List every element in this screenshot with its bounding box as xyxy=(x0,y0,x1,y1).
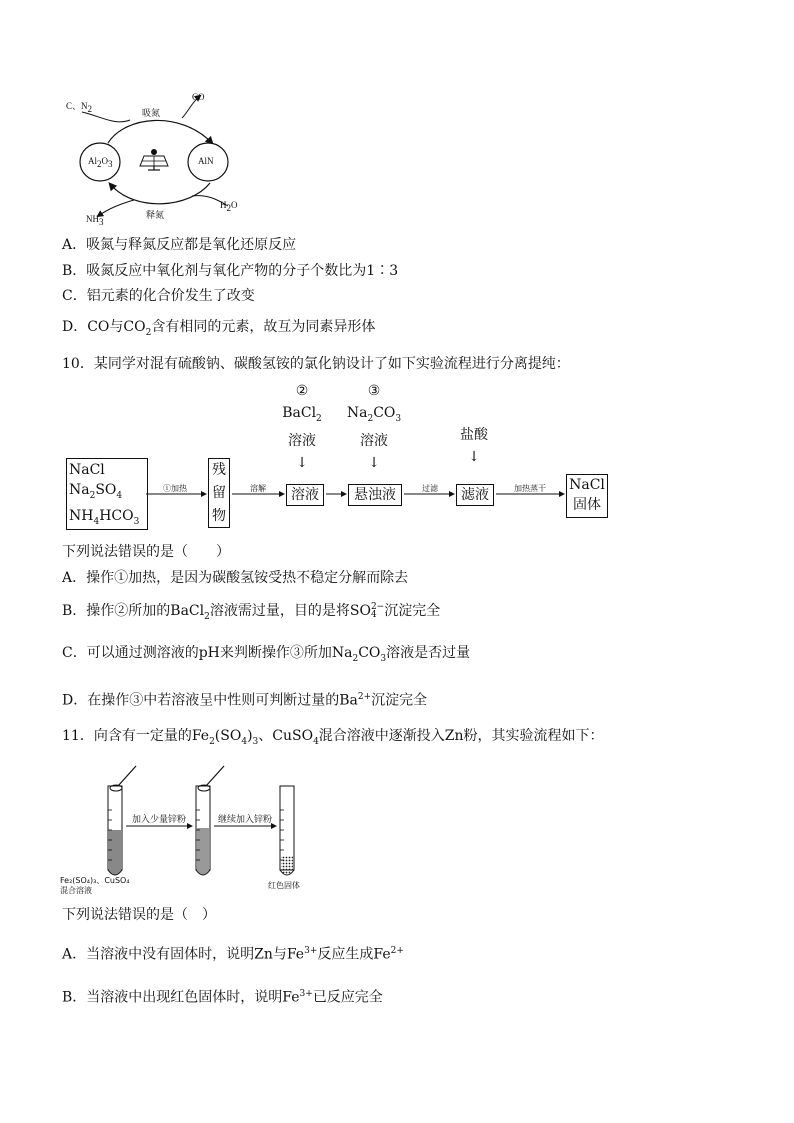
dropper-icon xyxy=(198,766,224,791)
q9-option-a: A．吸氮与释氮反应都是氧化还原反应 xyxy=(62,237,297,253)
q9-option-b: B．吸氮反应中氧化剂与氧化产物的分子个数比为1∶3 xyxy=(62,263,399,279)
input-c-n2: C、$N_2$ xyxy=(66,101,93,114)
q11-test-tube-diagram xyxy=(60,760,320,900)
q10-flowchart xyxy=(60,380,620,530)
input-h2o: $H_2O$ xyxy=(220,200,238,213)
add-zinc-small-label: 加入少量锌粉 xyxy=(131,815,186,825)
solar-panel-icon xyxy=(140,149,168,170)
q11-option-a: A．当溶液中没有固体时，说明Zn与$Fe^{3+}$反应生成$Fe^{2+}$ xyxy=(62,946,404,963)
q10-option-c: C．可以通过测溶液的pH来判断操作③所加$Na_2CO_3$溶液是否过量 xyxy=(62,645,471,664)
op-dissolve-label: 溶解 xyxy=(250,484,266,493)
solution-box: 溶液 xyxy=(286,484,324,506)
q10-stem: 10．某同学对混有硫酸钠、碳酸氢铵的氯化钠设计了如下实验流程进行分离提纯： xyxy=(62,356,570,372)
mixture-box: NaCl $Na_2SO_4$ $NH_4HCO_3$ xyxy=(66,458,148,530)
reagent-hcl: 盐酸 ↓ xyxy=(460,427,488,465)
node-aln: AlN xyxy=(198,156,214,166)
tube1-caption: Fe₂(SO₄)₃、CuSO₄ 混合溶液 xyxy=(60,876,130,895)
flow-arrows xyxy=(60,380,620,530)
label-absorb-nitrogen: 吸氮 xyxy=(142,109,161,119)
q10-option-d: D．在操作③中若溶液呈中性则可判断过量的$Ba^{2+}$沉淀完全 xyxy=(62,692,428,709)
residue-box: 残 留 物 xyxy=(208,458,230,528)
q9-option-d: D．CO与$CO_2$含有相同的元素，故互为同素异形体 xyxy=(62,319,376,338)
tube3-caption: 红色固体 xyxy=(268,881,300,890)
q10-prompt: 下列说法错误的是（ ） xyxy=(62,544,230,560)
label-release-nitrogen: 释氮 xyxy=(146,211,165,221)
op-evaporate-label: 加热蒸干 xyxy=(514,484,546,493)
q11-stem: 11．向含有一定量的$Fe_2(SO_4)_3$、CuSO$_4$混合溶液中逐渐投入Zn粉，其实验流程如下： xyxy=(62,728,604,747)
filtrate-box: 滤液 xyxy=(456,484,494,506)
q11-prompt: 下列说法错误的是（ ） xyxy=(62,907,216,923)
reagent-bacl2: ② BaCl$_2$ 溶液 ↓ xyxy=(282,383,322,471)
test-tube-1-icon xyxy=(108,786,122,875)
product-box: NaCl 固体 xyxy=(566,474,608,518)
output-nh3: $NH_3$ xyxy=(86,214,104,227)
op-filter-label: 过滤 xyxy=(422,484,438,493)
q10-option-b: B．操作②所加的BaCl$_2$溶液需过量，目的是将SO 2− 4 沉淀完全 xyxy=(62,602,441,622)
test-tube-2-icon xyxy=(196,786,210,875)
nitrogen-cycle-diagram xyxy=(60,88,260,228)
q9-option-c: C．铝元素的化合价发生了改变 xyxy=(62,288,255,304)
suspension-box: 悬浊液 xyxy=(348,484,402,506)
output-co: CO xyxy=(192,92,205,102)
add-zinc-more-label: 继续加入锌粉 xyxy=(217,815,272,825)
test-tube-3-icon xyxy=(280,786,294,875)
op-heat-label: ①加热 xyxy=(163,484,187,493)
q11-option-b: B．当溶液中出现红色固体时，说明$Fe^{3+}$已反应完全 xyxy=(62,989,383,1006)
dropper-icon xyxy=(110,766,136,791)
reagent-na2co3: ③ $Na_2CO_3$ 溶液 ↓ xyxy=(346,383,402,471)
q10-option-a: A．操作①加热，是因为碳酸氢铵受热不稳定分解而除去 xyxy=(62,570,409,586)
node-al2o3: $Al_2O_3$ xyxy=(88,156,113,169)
